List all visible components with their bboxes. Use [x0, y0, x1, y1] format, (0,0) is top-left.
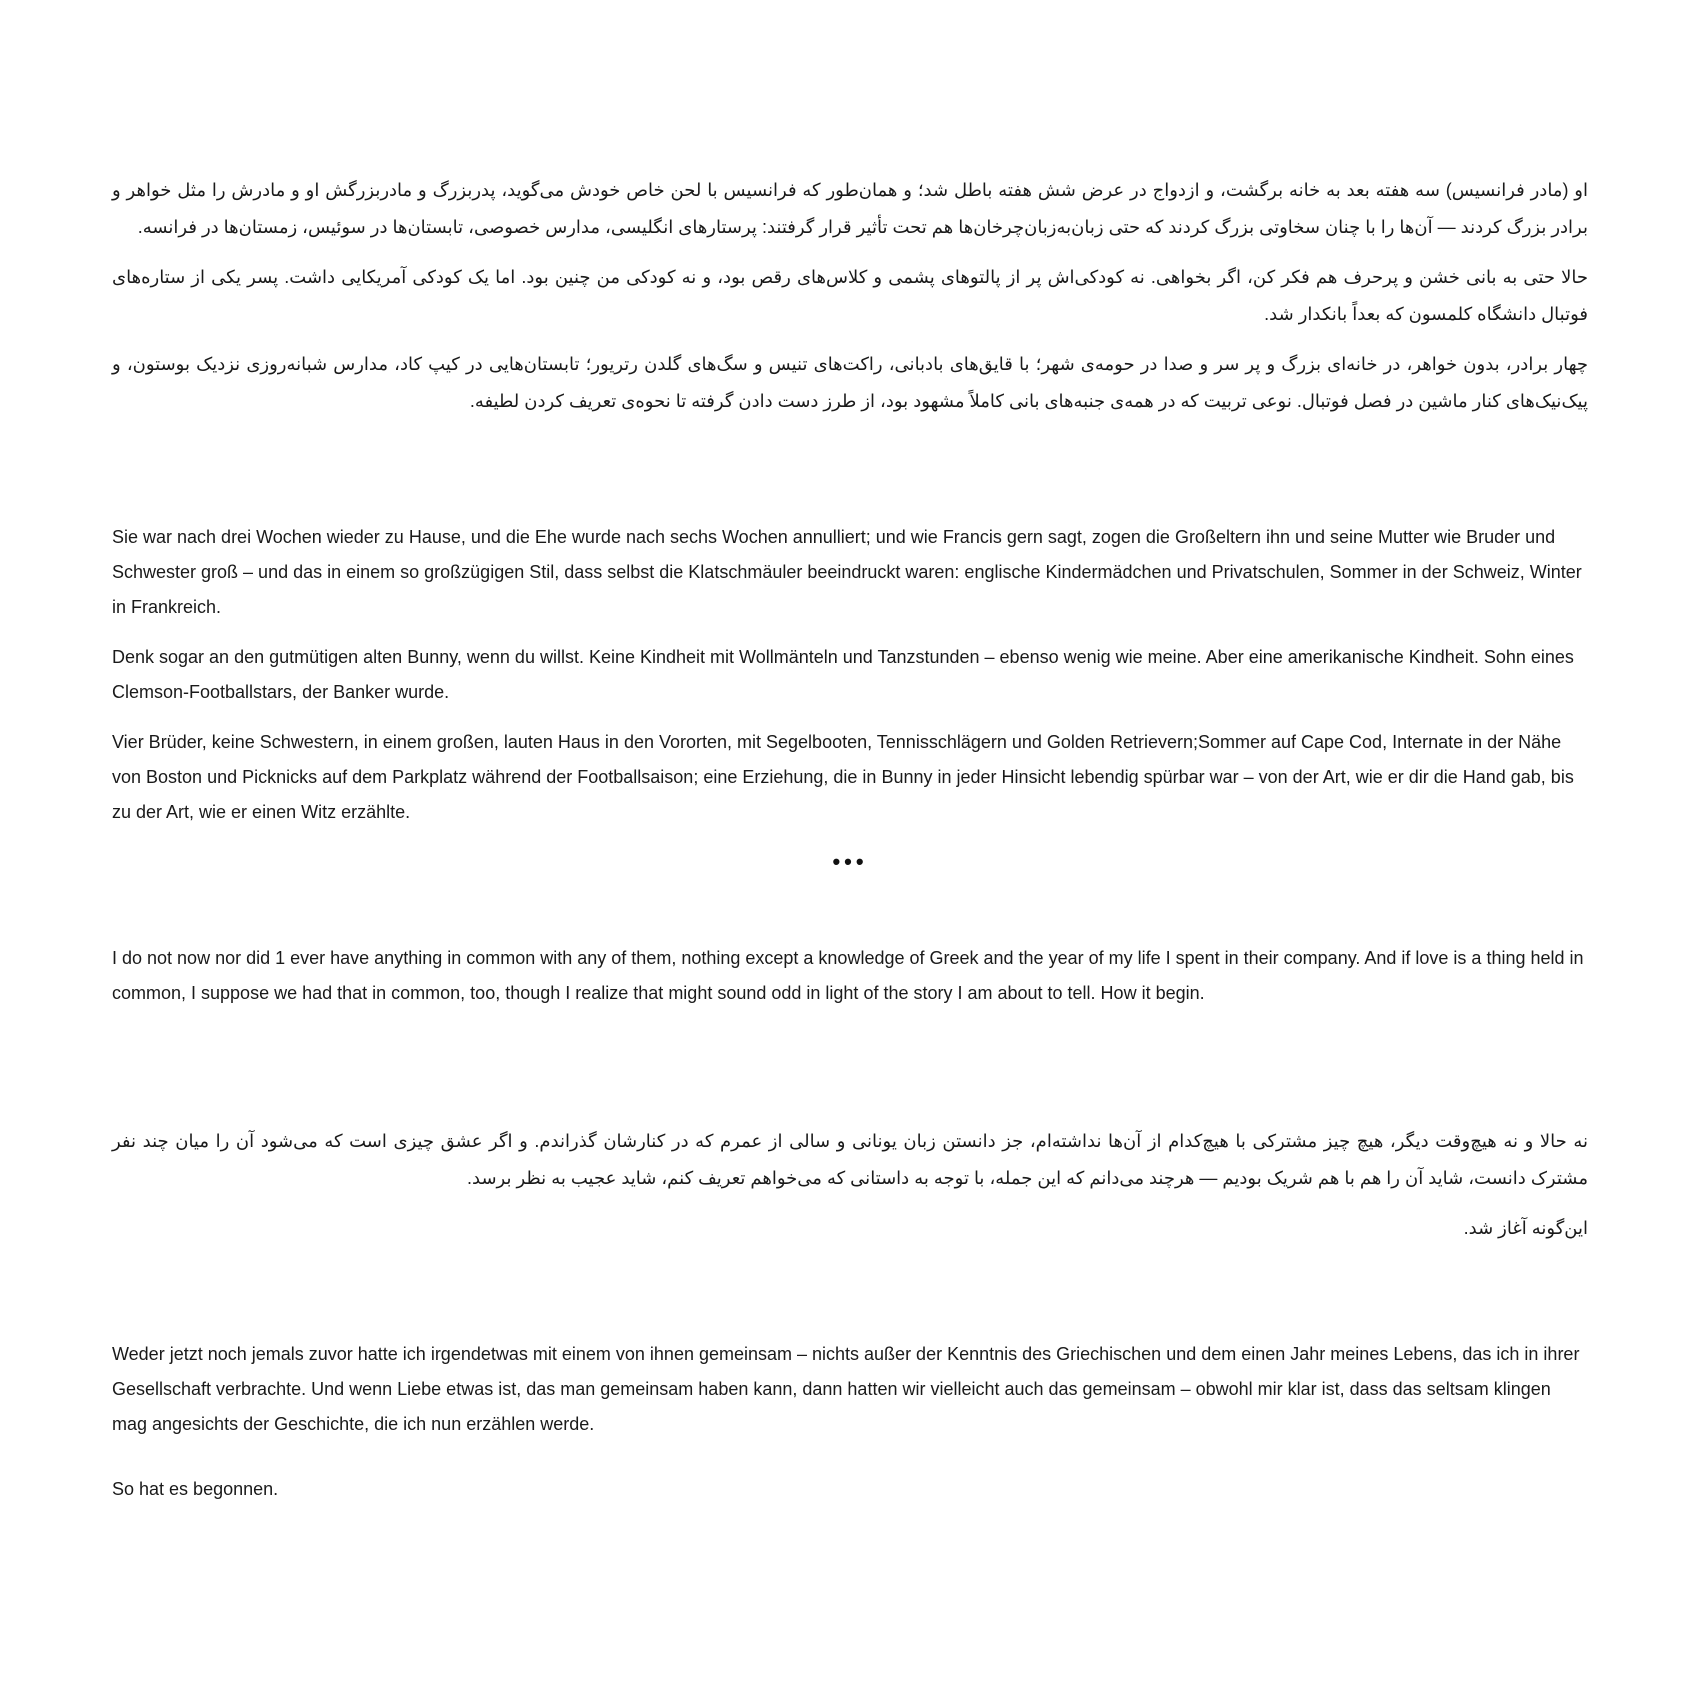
persian-paragraph-2: حالا حتی به بانی خشن و پرحرف هم فکر کن، اگر بخواهی. نه کودکی‌اش پر از پالتوهای پشمی و کلاس‌های رقص بود، و نه کودکی من چنین بود. اما یک کودکی آمریکایی داشت. پسر یکی از ستاره‌های فوتبال دانشگاه کلمسون که بعداً بانکدار شد.: [112, 267, 1588, 324]
persian-lower-paragraph-1: نه حالا و نه هیچ‌وقت دیگر، هیچ چیز مشترکی با هیچ‌کدام از آن‌ها نداشته‌ام، جز دانستن زبان یونانی و سالی از عمرم که در کنارشان گذراندم. و اگر عشق چیزی است که می‌شود آن را میان چند نفر مشترک دانست، شاید آن را هم با هم شریک بودیم — هرچند می‌دانم که این جمله، با توجه به داستانی که می‌خواهم تعریف کنم، شاید عجیب به نظر برسد.: [112, 1131, 1588, 1188]
persian-paragraph-1: او (مادر فرانسیس) سه هفته بعد به خانه برگشت، و ازدواج در عرض شش هفته باطل شد؛ و همان‌طور که فرانسیس با لحن خاص خودش می‌گوید، پدربزرگ و مادربزرگش او و مادرش را مثل خواهر و برادر بزرگ کردند — آن‌ها را با چنان سخاوتی بزرگ کردند که حتی زبان‌به‌زبان‌چرخان‌ها هم تحت تأثیر قرار گرفتند: پرستارهای انگلیسی، مدارس خصوصی، تابستان‌ها در سوئیس، زمستان‌ها در فرانسه.: [112, 180, 1588, 237]
persian-paragraph-3: چهار برادر، بدون خواهر، در خانه‌ای بزرگ و پر سر و صدا در حومه‌ی شهر؛ با قایق‌های بادبانی، راکت‌های تنیس و سگ‌های گلدن رتریور؛ تابستان‌هایی در کیپ کاد، مدارس شبانه‌روزی نزدیک بوستون، و پیک‌نیک‌های کنار ماشین در فصل فوتبال. نوعی تربیت که در همه‌ی جنبه‌های بانی کاملاً مشهود بود، از طرز دست دادن گرفته تا نحوه‌ی تعریف کردن لطیفه.: [112, 354, 1588, 411]
persian-lower-paragraph-2: این‌گونه آغاز شد.: [1463, 1218, 1588, 1238]
english-paragraph-1: I do not now nor did 1 ever have anything in common with any of them, nothing except a knowledge of Greek and the year of my life I spent in their company. And if love is a thing held in common, I suppose we had that in common, too, though I realize that might sound odd in light of the story I am about to tell. How it begin.: [112, 948, 1584, 1003]
german-bottom-section: [112, 1337, 1588, 1507]
german-paragraph-2: Denk sogar an den gutmütigen alten Bunny, wenn du willst. Keine Kindheit mit Wollmänteln und Tanzstunden – ebenso wenig wie meine. Aber eine amerikanische Kindheit. Sohn eines Clemson-Footballstars, der Banker wurde.: [112, 647, 1574, 702]
section-separator-dots: •••: [832, 849, 868, 874]
english-section: [112, 941, 1588, 1011]
persian-top-section: [112, 172, 1588, 420]
german-bottom-paragraph-1: Weder jetzt noch jemals zuvor hatte ich irgendetwas mit einem von ihnen gemeinsam – nichts außer der Kenntnis des Griechischen und dem einen Jahr meines Lebens, das ich in ihrer Gesellschaft verbrachte. Und wenn Liebe etwas ist, das man gemeinsam haben kann, dann hatten wir vielleicht auch das gemeinsam – obwohl mir klar ist, dass das seltsam klingen mag angesichts der Geschichte, die ich nun erzählen werde.: [112, 1344, 1580, 1434]
german-paragraph-1: Sie war nach drei Wochen wieder zu Hause, und die Ehe wurde nach sechs Wochen annulliert; und wie Francis gern sagt, zogen die Großeltern ihn und seine Mutter wie Bruder und Schwester groß – und das in einem so großzügigen Stil, dass selbst die Klatschmäuler beeindruckt waren: englische Kindermädchen und Privatschulen, Sommer in der Schweiz, Winter in Frankreich.: [112, 527, 1582, 617]
persian-lower-section: [112, 1123, 1588, 1247]
german-middle-section: [112, 520, 1588, 830]
german-paragraph-3: Vier Brüder, keine Schwestern, in einem großen, lauten Haus in den Vororten, mit Segelbooten, Tennisschlägern und Golden Retrievern;Sommer auf Cape Cod, Internate in der Nähe von Boston und Picknicks auf dem Parkplatz während der Footballsaison; eine Erziehung, die in Bunny in jeder Hinsicht lebendig spürbar war – von der Art, wie er dir die Hand gab, bis zu der Art, wie er einen Witz erzählte.: [112, 732, 1574, 822]
german-bottom-paragraph-2: So hat es begonnen.: [112, 1479, 279, 1499]
